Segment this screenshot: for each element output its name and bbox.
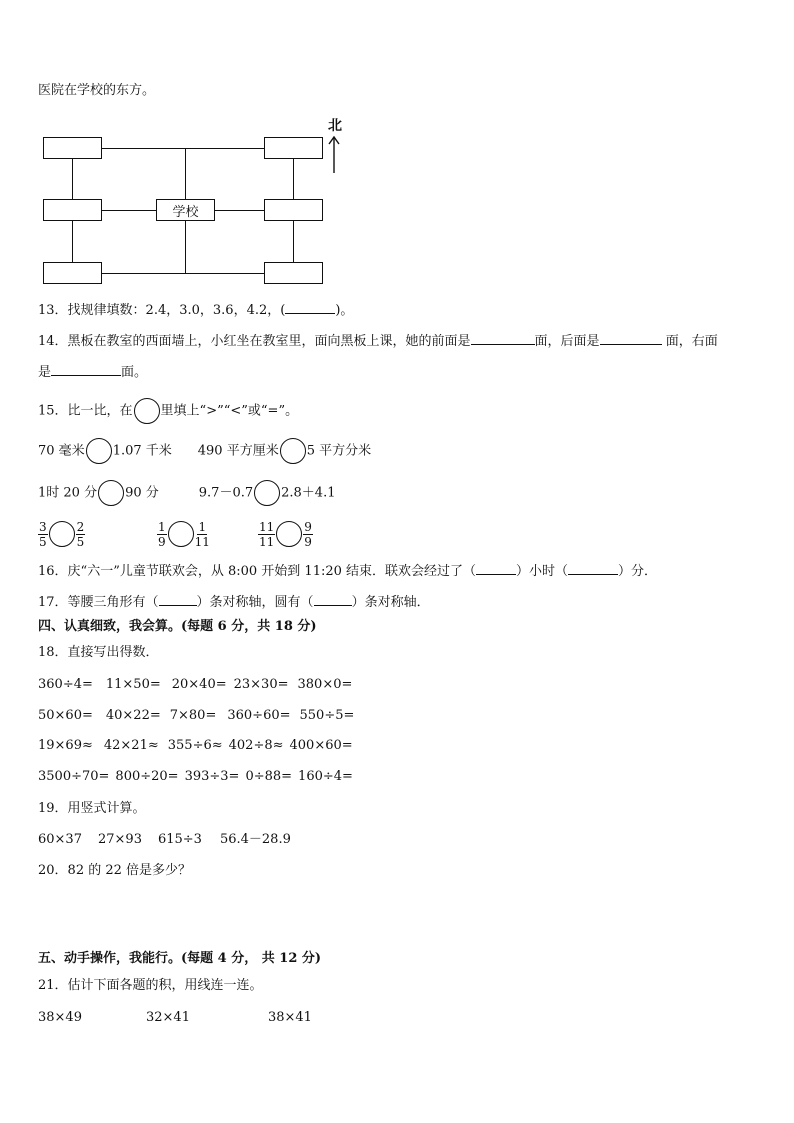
fraction-left: $\frac{3}{5}$ — [39, 519, 47, 549]
answer-blank — [476, 562, 516, 575]
map-box-northwest — [43, 137, 102, 159]
question-19-title: 19．用竖式计算。 — [38, 801, 146, 816]
calc-row-2: 50×60= 40×22= 7×80= 360÷60= 550÷5= — [38, 708, 355, 723]
map-line-center-bottom — [185, 221, 186, 273]
north-label: 北 — [328, 118, 342, 134]
answer-blank — [600, 332, 662, 345]
question-15-row-1: 70 毫米 1.07 千米 490 平方厘米 5 平方分米 — [38, 438, 371, 465]
compare-circle[interactable] — [98, 480, 124, 506]
calc-row-4: 3500÷70= 800÷20= 393÷3= 0÷88= 160÷4= — [38, 769, 353, 784]
calc-row-3: 19×69≈ 42×21≈ 355÷6≈ 402÷8≈ 400×60= — [38, 738, 353, 753]
map-box-southwest — [43, 262, 102, 284]
question-14: 14．黑板在教室的西面墙上，小红坐在教室里，面向黑板上课，她的前面是 面，后面是 面，右面 — [38, 334, 718, 349]
question-13: 13．找规律填数：2.4，3.0，3.6，4.2，( )。 — [38, 303, 354, 318]
answer-blank — [285, 301, 335, 314]
fraction-right: $\frac{1}{11}$ — [194, 519, 210, 549]
question-19-items: 60×37 27×93 615÷3 56.4－28.9 — [38, 832, 291, 847]
map-box-school — [156, 199, 215, 221]
fraction-left: $\frac{11}{11}$ — [259, 519, 275, 549]
fraction-compare-3 — [258, 516, 313, 552]
compare-circle[interactable] — [254, 480, 280, 506]
map-line-bottom — [102, 273, 264, 274]
fraction-compare-2 — [157, 516, 210, 552]
north-arrow-icon — [327, 135, 341, 175]
question-18-title: 18．直接写出得数． — [38, 645, 159, 660]
answer-blank — [568, 562, 618, 575]
answer-blank — [51, 363, 121, 376]
compare-circle[interactable] — [49, 521, 75, 547]
question-20: 20．82 的 22 倍是多少？ — [38, 863, 192, 878]
compare-circle[interactable] — [280, 438, 306, 464]
section-5-title: 五、动手操作，我能行。(每题 4 分， 共 12 分) — [38, 951, 322, 966]
map-box-east — [264, 199, 323, 221]
question-16: 16．庆“六一”儿童节联欢会，从 8:00 开始到 11:20 结束．联欢会经过了（ ）小时（ ）分． — [38, 564, 658, 579]
question-21-title: 21．估计下面各题的积，用线连一连。 — [38, 978, 263, 993]
question-15-row-2: 1时 20 分 90 分 9.7－0.7 2.8＋4.1 — [38, 480, 335, 507]
intro-line: 医院在学校的东方。 — [38, 83, 156, 98]
question-21-items: 38×49 32×41 38×41 — [38, 1010, 312, 1025]
map-line-mid-left — [102, 210, 156, 211]
question-15-intro: 15．比一比，在 里填上“>”“<”或“=”。 — [38, 398, 298, 425]
map-box-west — [43, 199, 102, 221]
section-4-title: 四、认真细致，我会算。(每题 6 分，共 18 分) — [38, 619, 317, 634]
answer-blank — [314, 593, 352, 606]
school-label: 学校 — [172, 204, 199, 220]
calc-row-1: 360÷4= 11×50= 20×40= 23×30= 380×0= — [38, 677, 353, 692]
map-box-northeast — [264, 137, 323, 159]
answer-blank — [471, 332, 535, 345]
fraction-right: $\frac{9}{9}$ — [304, 519, 312, 549]
compare-circle-sample — [134, 398, 160, 424]
compare-circle[interactable] — [276, 521, 302, 547]
fraction-right: $\frac{2}{5}$ — [76, 519, 85, 549]
map-box-southeast — [264, 262, 323, 284]
answer-blank — [159, 593, 197, 606]
fraction-left: $\frac{1}{9}$ — [158, 519, 166, 549]
question-17: 17．等腰三角形有（ ）条对称轴，圆有（ ）条对称轴． — [38, 595, 430, 610]
map-line-top — [102, 148, 264, 149]
fraction-compare-1 — [38, 516, 85, 552]
question-14-line-2: 是 面。 — [38, 365, 148, 380]
map-line-center-top — [185, 148, 186, 199]
map-line-mid-right — [215, 210, 264, 211]
compare-circle[interactable] — [86, 438, 112, 464]
compare-circle[interactable] — [168, 521, 194, 547]
